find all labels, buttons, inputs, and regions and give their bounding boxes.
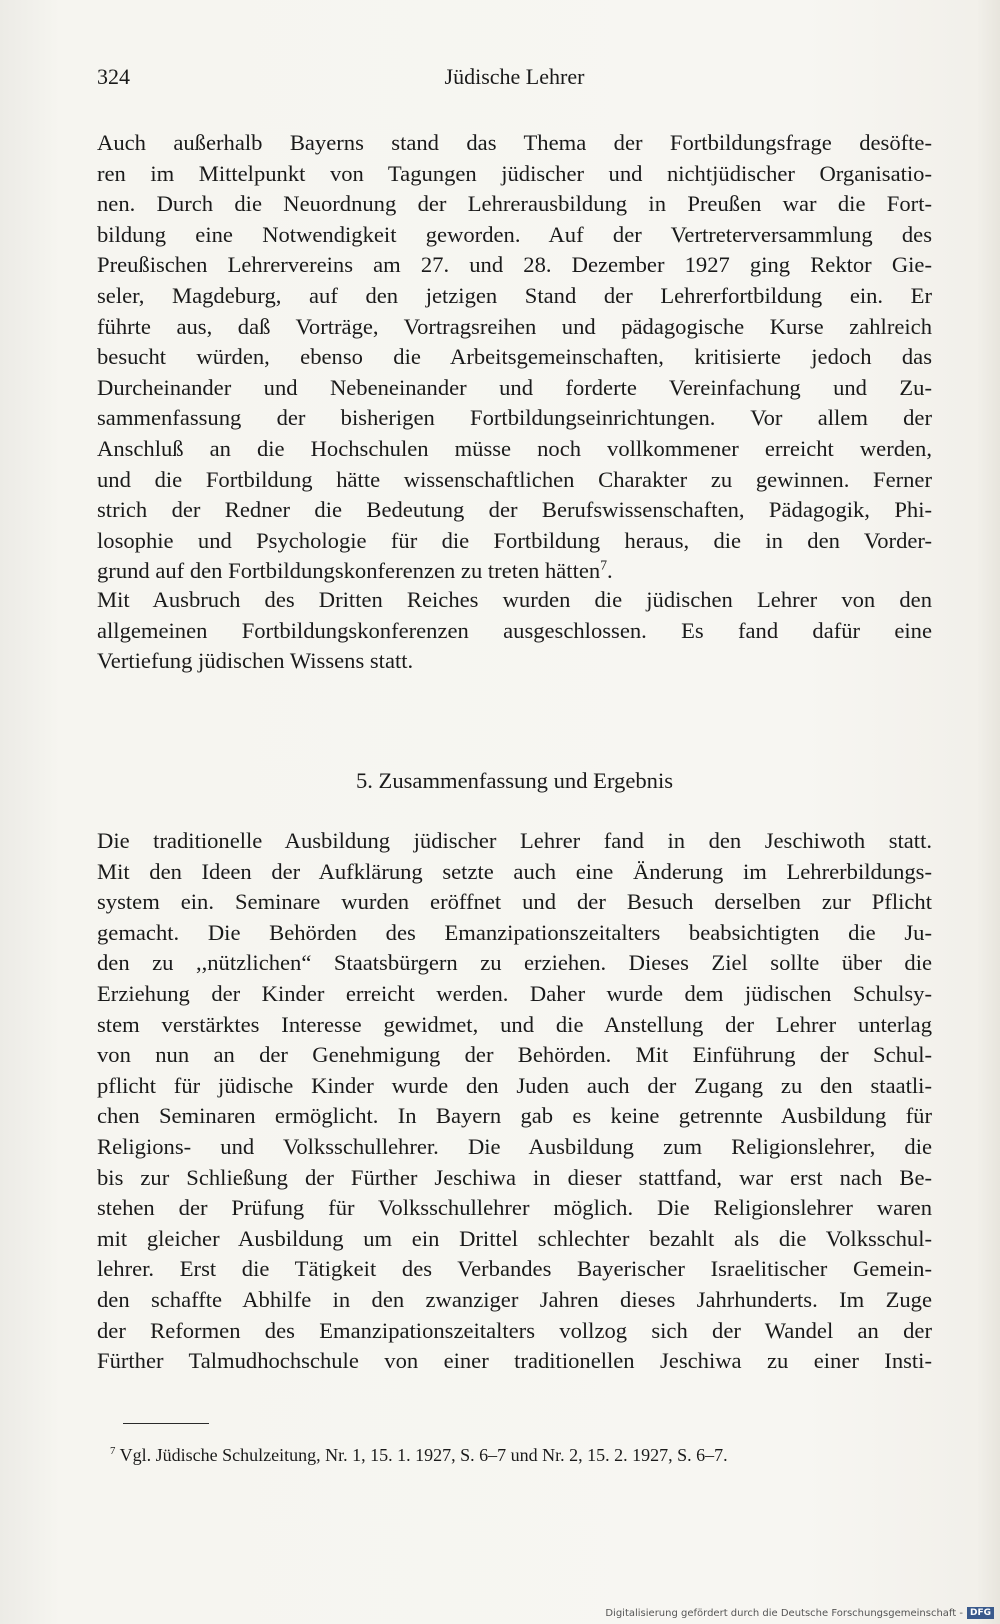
- text-line: seler, Magdeburg, auf den jetzigen Stand der Lehrerfortbildung ein. Er: [97, 282, 932, 308]
- text-line: strich der Redner die Bedeutung der Berufswissenschaften, Pädagogik, Phi-: [97, 497, 932, 523]
- text-line: führte aus, daß Vorträge, Vortragsreihen und pädagogische Kurse zahlreich: [97, 313, 932, 339]
- text-line: Mit Ausbruch des Dritten Reiches wurden die jüdischen Lehrer von den: [97, 587, 932, 612]
- text-line: und die Fortbildung hätte wissenschaftlichen Charakter zu gewinnen. Ferner: [97, 466, 932, 492]
- section-heading: 5. Zusammenfassung und Ergebnis: [355, 768, 674, 793]
- footnote-text: Vgl. Jüdische Schulzeitung, Nr. 1, 15. 1. 1927, S. 6–7 und Nr. 2, 15. 2. 1927, S. 6–7.: [119, 1445, 728, 1465]
- text-line: Fürther Talmudhochschule von einer traditionellen Jeschiwa zu einer Insti-: [97, 1348, 932, 1374]
- text-line: mit gleicher Ausbildung um ein Drittel schlechter bezahlt als die Volksschul-: [97, 1225, 932, 1251]
- text-line: stem verstärktes Interesse gewidmet, und die Anstellung der Lehrer unterlag: [97, 1011, 932, 1037]
- sentence-end: .: [606, 558, 613, 584]
- page-edge-shadow: [978, 0, 1000, 1624]
- text-line: Anschluß an die Hochschulen müsse noch vollkommener erreicht werden,: [97, 435, 932, 461]
- text-line: von nun an der Genehmigung der Behörden. Mit Einführung der Schul-: [97, 1042, 932, 1068]
- text-line: lehrer. Erst die Tätigkeit des Verbandes Bayerischer Israelitischer Gemein-: [97, 1256, 932, 1282]
- footnote: [110, 1443, 910, 1467]
- dfg-logo[interactable]: DFG: [967, 1607, 994, 1619]
- text-line: Erziehung der Kinder erreicht werden. Daher wurde dem jüdischen Schulsy-: [97, 980, 932, 1006]
- text-line: Die traditionelle Ausbildung jüdischer Lehrer fand in den Jeschiwoth statt.: [97, 828, 932, 853]
- text-line-content: grund auf den Fortbildungskonferenzen zu treten hätten: [97, 558, 601, 584]
- page-number: 324: [97, 64, 130, 89]
- credit-text: Digitalisierung gefördert durch die Deutsche Forschungsgemeinschaft -: [605, 1607, 963, 1619]
- paragraph-zusammenfassung: [97, 826, 932, 1377]
- text-line: allgemeinen Fortbildungskonferenzen ausgeschlossen. Es fand dafür eine: [97, 617, 932, 643]
- text-line: pflicht für jüdische Kinder wurde den Juden auch der Zugang zu den staatli-: [97, 1072, 932, 1098]
- text-line: Preußischen Lehrervereins am 27. und 28. Dezember 1927 ging Rektor Gie-: [97, 252, 932, 278]
- text-line: der Reformen des Emanzipationszeitalters vollzog sich der Wandel an der: [97, 1317, 932, 1343]
- footnote-divider: [123, 1423, 209, 1424]
- text-line: losophie und Psychologie für die Fortbildung heraus, die in den Vorder-: [97, 527, 932, 553]
- digitization-credit: [605, 1606, 994, 1620]
- text-line: den zu ,,nützlichen“ Staatsbürgern zu erziehen. Dieses Ziel sollte über die: [97, 950, 932, 976]
- text-line: den schaffte Abhilfe in den zwanziger Jahren dieses Jahrhunderts. Im Zuge: [97, 1286, 932, 1312]
- text-line: Mit den Ideen der Aufklärung setzte auch eine Änderung im Lehrerbildungs-: [97, 858, 932, 884]
- text-line: besucht würden, ebenso die Arbeitsgemeinschaften, kritisierte jedoch das: [97, 344, 932, 370]
- text-line: ren im Mittelpunkt von Tagungen jüdischer und nichtjüdischer Organisatio-: [97, 160, 932, 186]
- text-line: [97, 556, 932, 587]
- footnote-reference[interactable]: 7: [600, 557, 607, 573]
- text-line: Auch außerhalb Bayerns stand das Thema der Fortbildungsfrage desöfte-: [97, 130, 932, 155]
- running-title: Jüdische Lehrer: [444, 64, 585, 89]
- text-line: Durcheinander und Nebeneinander und forderte Vereinfachung und Zu-: [97, 374, 932, 400]
- text-line: bildung eine Notwendigkeit geworden. Auf der Vertreterversammlung des: [97, 221, 932, 247]
- text-line: chen Seminaren ermöglicht. In Bayern gab es keine getrennte Ausbildung für: [97, 1103, 932, 1129]
- text-line: system ein. Seminare wurden eröffnet und der Besuch derselben zur Pflicht: [97, 889, 932, 915]
- text-line: gemacht. Die Behörden des Emanzipationszeitalters beabsichtigten die Ju-: [97, 919, 932, 945]
- text-line: sammenfassung der bisherigen Fortbildungseinrichtungen. Vor allem der: [97, 405, 932, 431]
- text-line: stehen der Prüfung für Volksschullehrer möglich. Die Religionslehrer waren: [97, 1195, 932, 1221]
- paragraph-fortbildung: [97, 128, 932, 587]
- paragraph-drittes-reich: [97, 585, 932, 677]
- page-header: [97, 64, 932, 96]
- text-line: bis zur Schließung der Fürther Jeschiwa in dieser stattfand, war erst nach Be-: [97, 1164, 932, 1190]
- text-line: nen. Durch die Neuordnung der Lehrerausbildung in Preußen war die Fort-: [97, 191, 932, 217]
- text-line: Religions- und Volksschullehrer. Die Ausbildung zum Religionslehrer, die: [97, 1133, 932, 1159]
- text-line: Vertiefung jüdischen Wissens statt.: [97, 648, 414, 674]
- footnote-number: 7: [110, 1445, 116, 1457]
